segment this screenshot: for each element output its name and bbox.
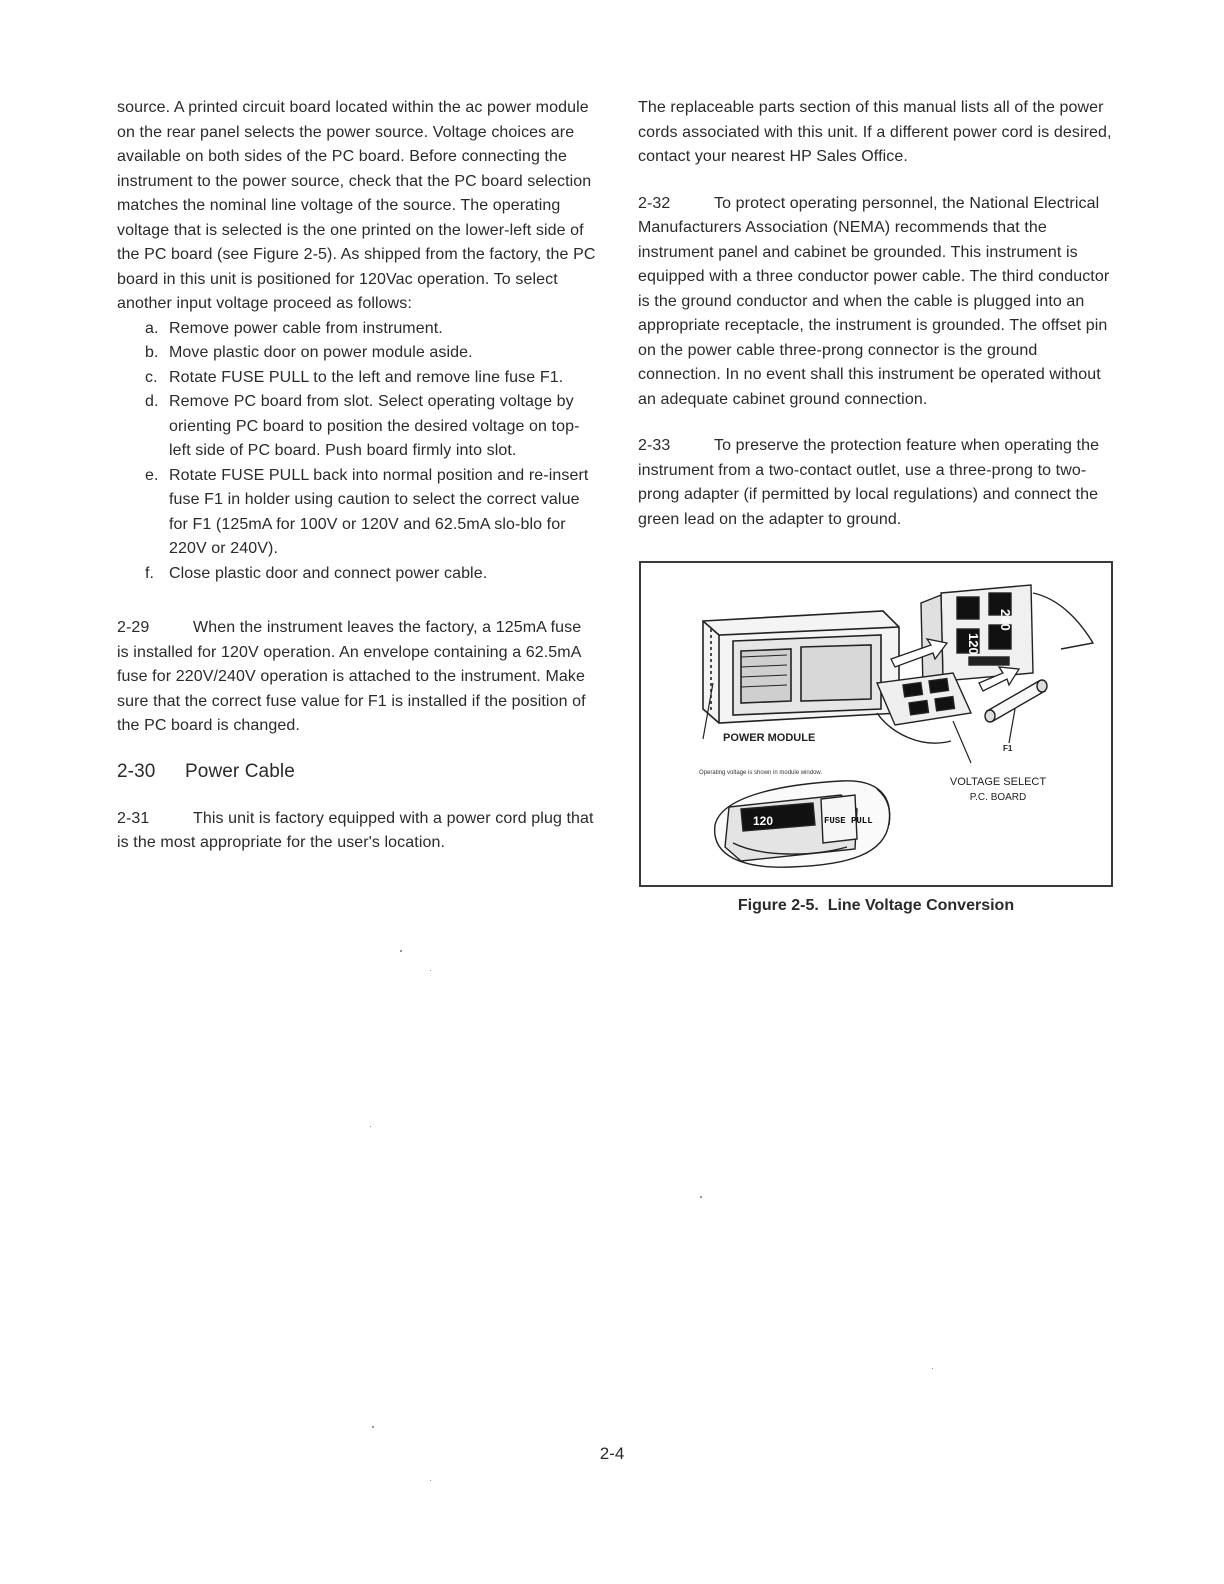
scan-speck xyxy=(370,1126,371,1127)
step-text: Remove power cable from instrument. xyxy=(169,319,443,337)
list-item xyxy=(117,317,597,342)
step-text: Remove PC board from slot. Select operating voltage by orienting PC board to position the desired voltage on top-left side of PC board. Push board firmly into slot. xyxy=(169,393,580,459)
step-marker: a. xyxy=(145,319,159,337)
figure-line-voltage-conversion xyxy=(639,561,1113,887)
page-number: 2-4 xyxy=(599,1444,625,1463)
paragraph-text: To preserve the protection feature when operating the instrument from a two-contact outlet, use a three-prong to two-prong adapter (if permitted by local regulations) and connect the green lead on the adapter to ground. xyxy=(638,437,1100,528)
scan-speck xyxy=(430,1480,431,1481)
paragraph-text: To protect operating personnel, the National Electrical Manufacturers Association (NEMA) recommends that the instrument panel and cabinet be grounded. This instrument is equipped with a three conductor power cable. The third conductor is the ground conductor and when the cable is plugged into an appropriate receptacle, the instrument is grounded. The offset pin on the power cable three-prong connector is the ground connection. In no event shall this instrument be operated without an adequate cabinet ground connection. xyxy=(638,194,1110,408)
scan-speck xyxy=(400,950,402,952)
figure-caption xyxy=(639,897,1113,915)
fuse-label: F1 xyxy=(1003,744,1013,753)
power-module-illustration xyxy=(641,563,1111,885)
fuse-f1 xyxy=(985,680,1047,722)
step-marker: d. xyxy=(145,393,159,410)
list-item xyxy=(117,366,597,391)
paragraph-number: 2-33 xyxy=(638,437,671,454)
voltage-selection-steps xyxy=(117,317,597,587)
list-item xyxy=(117,341,597,366)
list-item xyxy=(117,390,597,464)
power-module-housing xyxy=(703,611,899,723)
section-number: 2-30 xyxy=(117,760,156,782)
paragraph-continued: The replaceable parts section of this manual lists all of the power cords associated with this unit. If a different power cord is desired, contact your nearest HP Sales Office. xyxy=(638,99,1112,165)
step-text: Rotate FUSE PULL to the left and remove line fuse F1. xyxy=(169,368,564,386)
step-text: Move plastic door on power module aside. xyxy=(169,344,473,361)
paragraph-2-31 xyxy=(117,807,597,856)
power-module-label: POWER MODULE xyxy=(723,732,816,744)
paragraph-number: 2-32 xyxy=(638,194,671,212)
step-marker: f. xyxy=(145,564,155,582)
step-marker: e. xyxy=(145,466,159,484)
scan-speck xyxy=(372,1426,374,1428)
scan-speck xyxy=(700,1196,702,1198)
paragraph-text: This unit is factory equipped with a power cord plug that is the most appropriate for the user's location. xyxy=(117,809,594,851)
paragraph-2-32 xyxy=(638,192,1118,413)
module-window-value: 120 xyxy=(753,814,774,828)
scan-speck xyxy=(430,970,431,971)
board-voltage-240-label: 240 xyxy=(998,609,1013,631)
section-title: Power Cable xyxy=(185,760,295,782)
paragraph-number: 2-29 xyxy=(117,619,150,636)
right-column xyxy=(638,96,1118,532)
board-assembly xyxy=(877,673,971,743)
voltage-select-line-2: P.C. BOARD xyxy=(969,792,1027,803)
voltage-select-line-1: VOLTAGE SELECT xyxy=(949,776,1047,788)
paragraph-text: When the instrument leaves the factory, a 125mA fuse is installed for 120V operation. An envelope containing a 62.5mA fuse for 220V/240V operation is attached to the instrument. Make sure that the correct fuse value for F1 is installed if the position of the PC board is changed. xyxy=(117,619,586,734)
board-voltage-120-label: 120 xyxy=(966,633,981,655)
intro-paragraph: source. A printed circuit board located within the ac power module on the rear panel selects the power source. Voltage choices are available on both sides of the PC board. Before connecting the instrument to the power source, check that the PC board selection matches the nominal line voltage of the source. The operating voltage that is selected is the one printed on the lower-left side of the PC board (see Figure 2-5). As shipped from the factory, the PC board in this unit is positioned for 120Vac operation. To select another input voltage proceed as follows: xyxy=(117,99,596,312)
list-item xyxy=(117,562,597,587)
step-marker: c. xyxy=(145,368,158,386)
step-text: Rotate FUSE PULL back into normal position and re-insert fuse F1 in holder using caution to select the correct value for F1 (125mA for 100V or 120V and 62.5mA slo-blo for 220V or 240V). xyxy=(169,466,589,557)
operating-voltage-note: Operating voltage is shown in module window. xyxy=(699,770,823,776)
scan-speck xyxy=(932,1368,933,1369)
voltage-select-label xyxy=(933,774,1063,806)
list-item xyxy=(117,464,597,562)
step-text: Close plastic door and connect power cable. xyxy=(169,564,488,582)
paragraph-2-33 xyxy=(638,434,1118,532)
figure-caption-number: Figure 2-5. xyxy=(737,897,819,914)
left-column xyxy=(117,96,597,856)
paragraph-number: 2-31 xyxy=(117,809,150,827)
fuse-pull-label: FUSE PULL xyxy=(824,816,873,826)
section-heading xyxy=(117,759,597,785)
paragraph-2-29 xyxy=(117,616,597,739)
figure-caption-title: Line Voltage Conversion xyxy=(827,897,1015,914)
step-marker: b. xyxy=(145,344,159,361)
board-lead xyxy=(1033,593,1093,649)
